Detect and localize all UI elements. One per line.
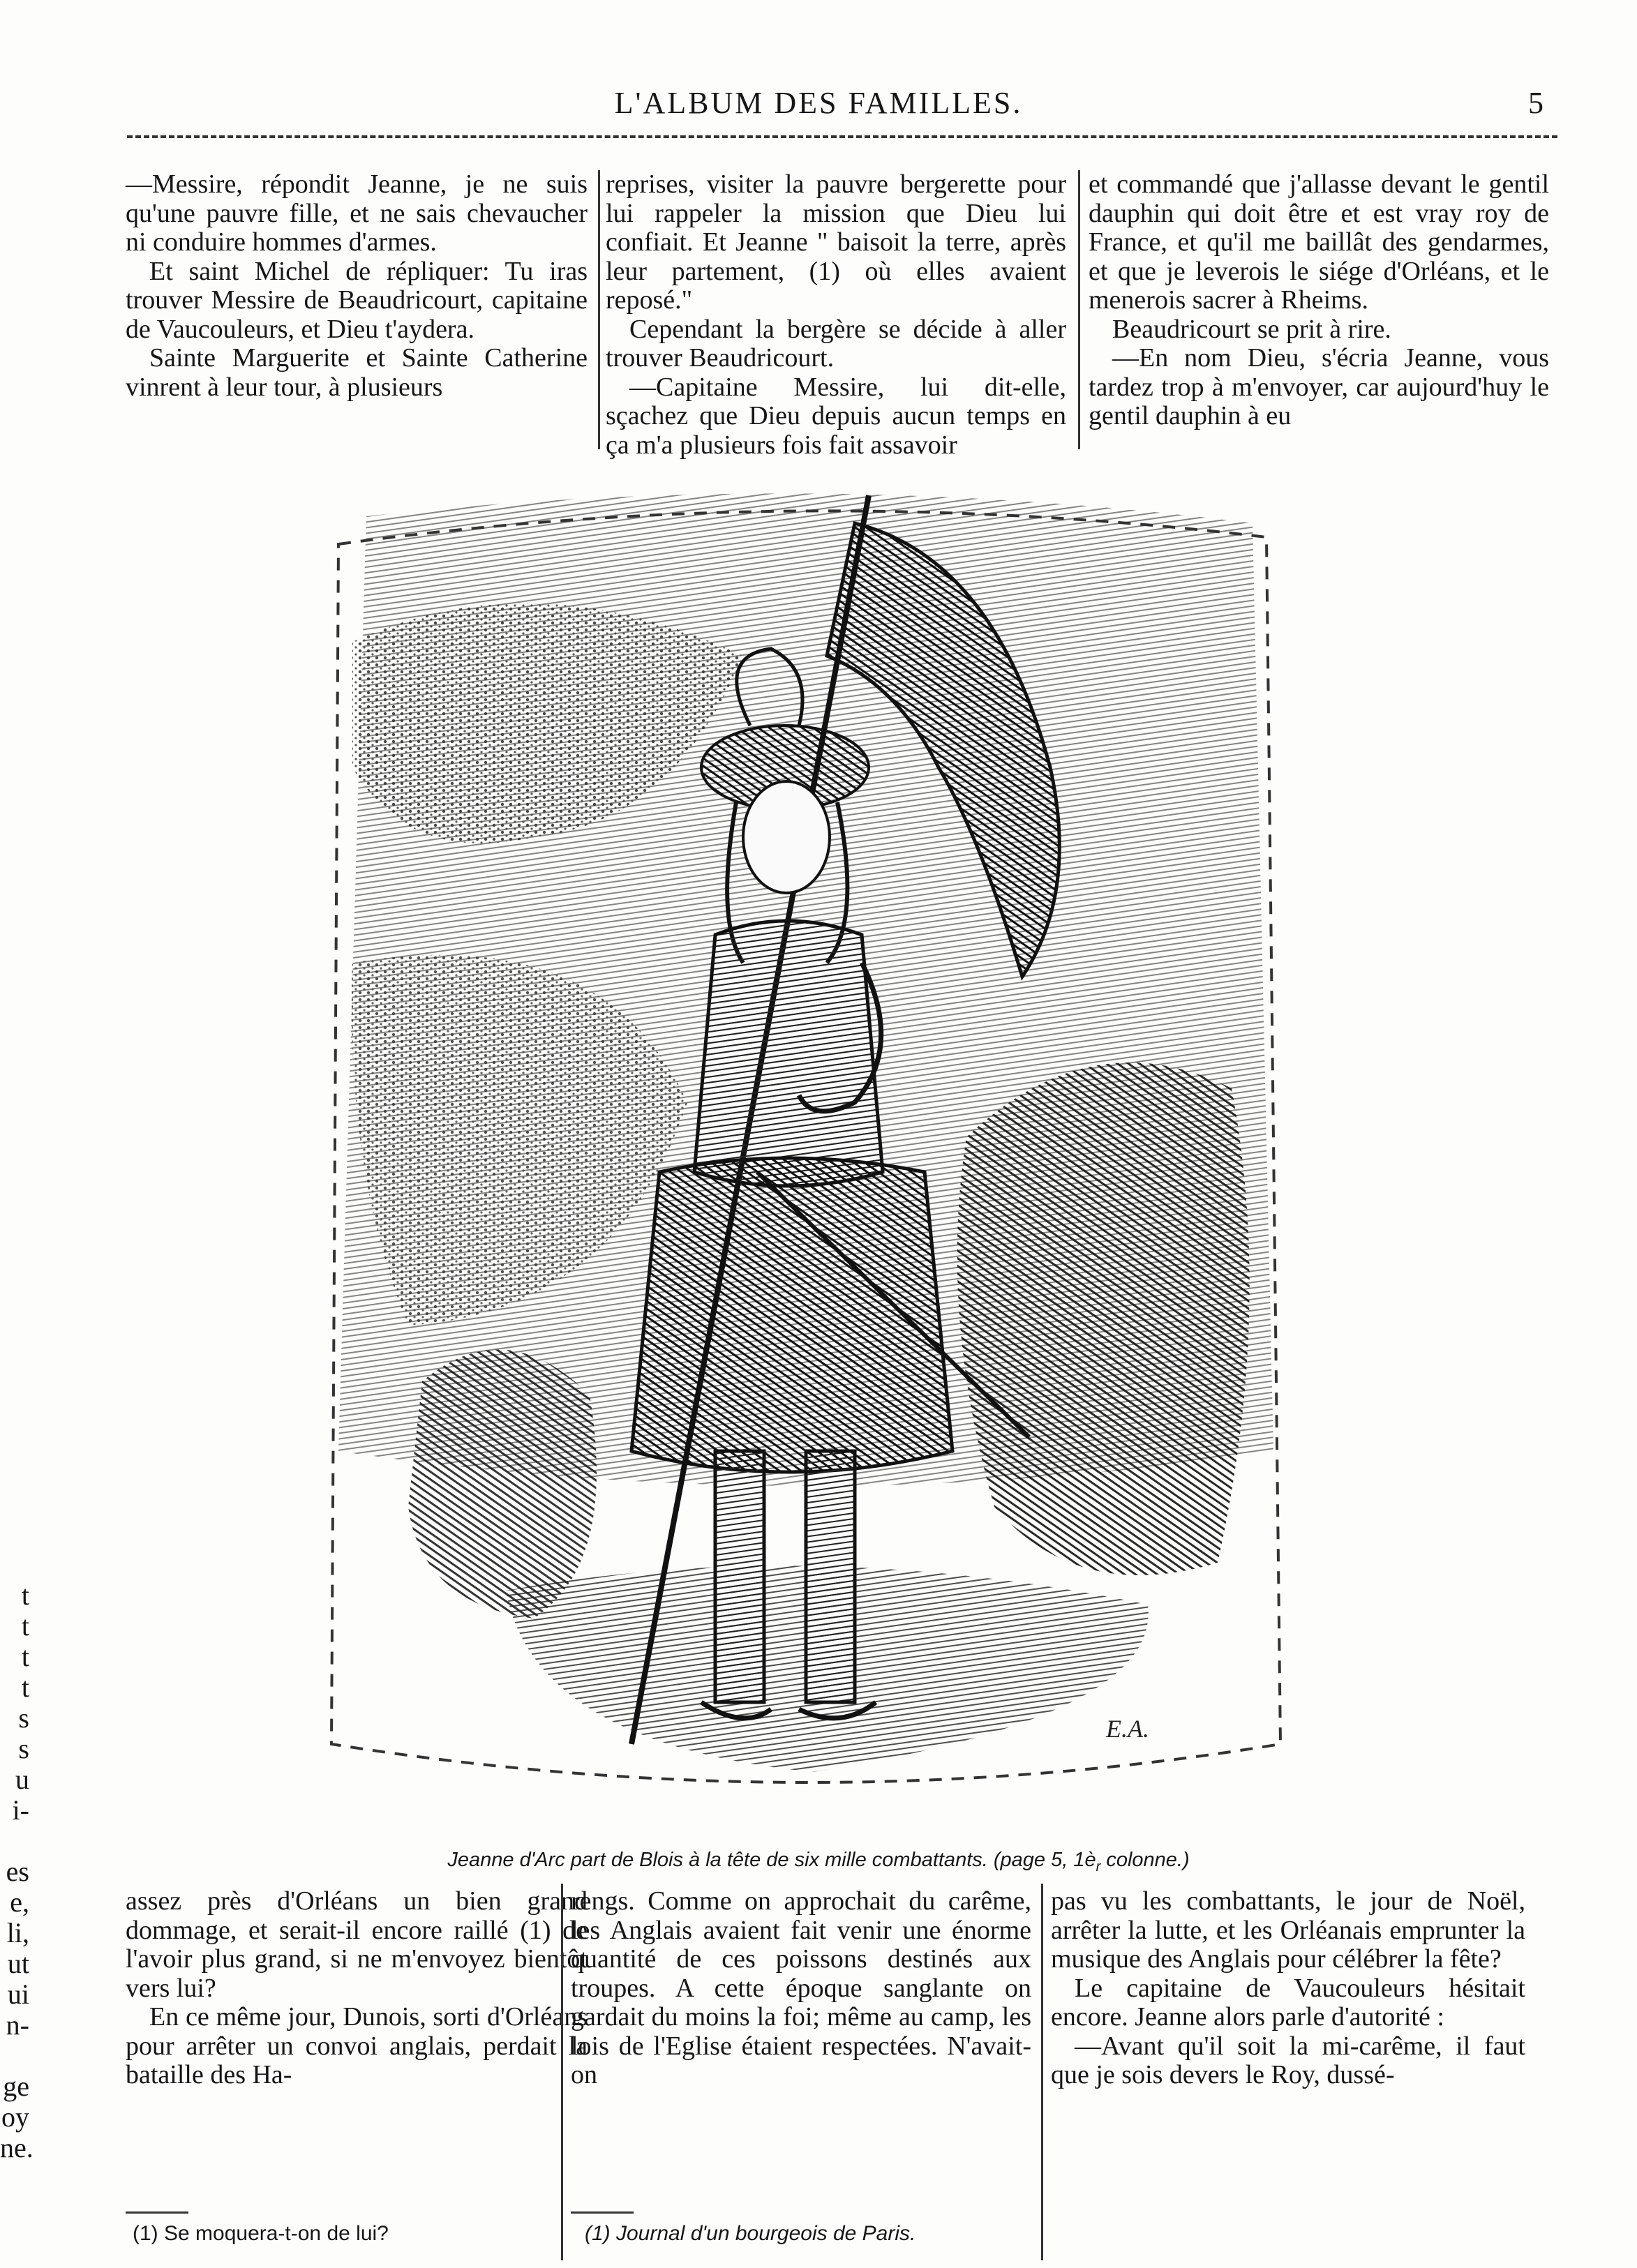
- paragraph: Cependant la bergère se décide à aller trouver Beaudricourt.: [606, 314, 1066, 373]
- paragraph: —Messire, répondit Jeanne, je ne suis qu'une pauvre fille, et ne sais chevaucher ni conduire hommes d'armes.: [126, 170, 588, 257]
- paragraph: assez près d'Orléans un bien grand dommage, et serait-il encore raillé (1) de l'avoir plus grand, si ne m'envoyez bientôt vers lui?: [126, 1886, 588, 2003]
- column-divider: [1041, 1884, 1043, 2260]
- header-rule: [127, 135, 1557, 138]
- foliage: [957, 1062, 1250, 1575]
- margin-fragment: oy: [1, 2101, 29, 2133]
- paragraph: reprises, visiter la pauvre bergerette pour lui rappeler la mission que Dieu lui confiait. Et Jeanne " baisoit la terre, après leur partement, (1) où elles avaient reposé.": [606, 170, 1066, 315]
- margin-fragment: li,: [6, 1917, 29, 1948]
- figure-caption: [0, 1849, 1637, 1875]
- paragraph: Beaudricourt se prit à rire.: [1112, 314, 1391, 344]
- margin-fragment: ge: [3, 2071, 29, 2102]
- margin-fragment: [0, 2041, 29, 2071]
- margin-fragment: t: [21, 1579, 29, 1611]
- margin-fragment: ut: [7, 1948, 29, 1979]
- margin-fragment: t: [21, 1672, 29, 1703]
- margin-fragment: s: [18, 1702, 29, 1734]
- margin-fragment: s: [18, 1733, 29, 1764]
- running-head: L'ALBUM DES FAMILLES.: [614, 86, 1023, 120]
- paragraph: Le capitaine de Vaucouleurs hésitait encore. Jeanne alors parle d'autorité :: [1051, 1973, 1525, 2032]
- paragraph: En ce même jour, Dunois, sorti d'Orléans pour arrêter un convoi anglais, perdait la bataille des Ha-: [126, 2002, 588, 2089]
- paragraph: rengs. Comme on approchait du carême, les Anglais avaient fait venir une énorme quantité de ces poissons destinés aux troupes. A cette époque sanglante on gardait du moins la foi; même au camp, les lois de l'Eglise étaient respectées. N'avait-on: [571, 1886, 1031, 2089]
- illustration-jeanne-darc: [324, 474, 1287, 1821]
- bottom-column-3: [1051, 1887, 1525, 2090]
- armor-body: [694, 921, 883, 1186]
- margin-fragment: ui: [7, 1978, 29, 2010]
- margin-fragment: es: [6, 1856, 29, 1887]
- page-number: 5: [1528, 86, 1543, 120]
- margin-fragment: n-: [6, 2009, 29, 2041]
- paragraph: Sainte Marguerite et Sainte Catherine vinrent à leur tour, à plusieurs: [126, 343, 588, 402]
- caption-text: Jeanne d'Arc part de Blois à la tête de six mille combattants. (page 5, 1è: [447, 1849, 1096, 1871]
- margin-fragment: ne.: [0, 2132, 33, 2163]
- margin-fragment: t: [21, 1641, 29, 1672]
- face: [743, 781, 830, 893]
- paragraph: —Capitaine Messire, lui dit-elle, sçachez que Dieu depuis aucun temps en ça m'a plusieurs fois fait assavoir: [606, 372, 1066, 460]
- top-column-1: [126, 170, 588, 402]
- foliage: [408, 1350, 597, 1619]
- margin-fragment: t: [21, 1610, 29, 1642]
- margin-fragment: i-: [12, 1794, 29, 1826]
- paragraph: pas vu les combattants, le jour de Noël, arrêter la lutte, et les Orléanais emprunter la musique des Anglais pour célébrer la fête?: [1051, 1886, 1525, 1974]
- margin-fragments: [0, 1579, 33, 2163]
- paragraph: —Avant qu'il soit la mi-carême, il faut que je sois devers le Roy, dussé-: [1051, 2031, 1525, 2089]
- leg: [715, 1451, 764, 1702]
- top-column-3: [1089, 170, 1549, 431]
- margin-fragment: [0, 1826, 29, 1856]
- paragraph: Et saint Michel de répliquer: Tu iras trouver Messire de Beaudricourt, capitaine de Vaucouleurs, et Dieu t'aydera.: [126, 256, 588, 344]
- engraver-signature: E.A.: [1106, 1715, 1149, 1743]
- column-divider: [561, 1884, 563, 2260]
- footnote-rule: [126, 2211, 188, 2214]
- footnote: (1) Journal d'un bourgeois de Paris.: [585, 2222, 916, 2245]
- bottom-column-1: [126, 1887, 588, 2090]
- footnote-rule: [571, 2211, 634, 2214]
- caption-sub: r: [1096, 1858, 1101, 1875]
- paragraph: —En nom Dieu, s'écria Jeanne, vous tardez trop à m'envoyer, car aujourd'huy le gentil dauphin à eu: [1089, 343, 1549, 430]
- bottom-column-2: [571, 1887, 1031, 2090]
- column-divider: [1078, 170, 1080, 449]
- margin-fragment: e,: [10, 1886, 29, 1918]
- footnote: (1) Se moquera-t-on de lui?: [133, 2222, 389, 2245]
- column-divider: [598, 170, 600, 449]
- caption-tail: colonne.): [1100, 1849, 1190, 1871]
- top-column-2: [606, 170, 1066, 460]
- paragraph: et commandé que j'allasse devant le gentil dauphin qui doit être et est vray roy de France, et qu'il me baillât des gendarmes, et que je leverois le siége d'Orléans, et le menerois sacrer à Rheims.: [1089, 170, 1549, 315]
- leg: [806, 1451, 855, 1702]
- margin-fragment: u: [15, 1764, 29, 1795]
